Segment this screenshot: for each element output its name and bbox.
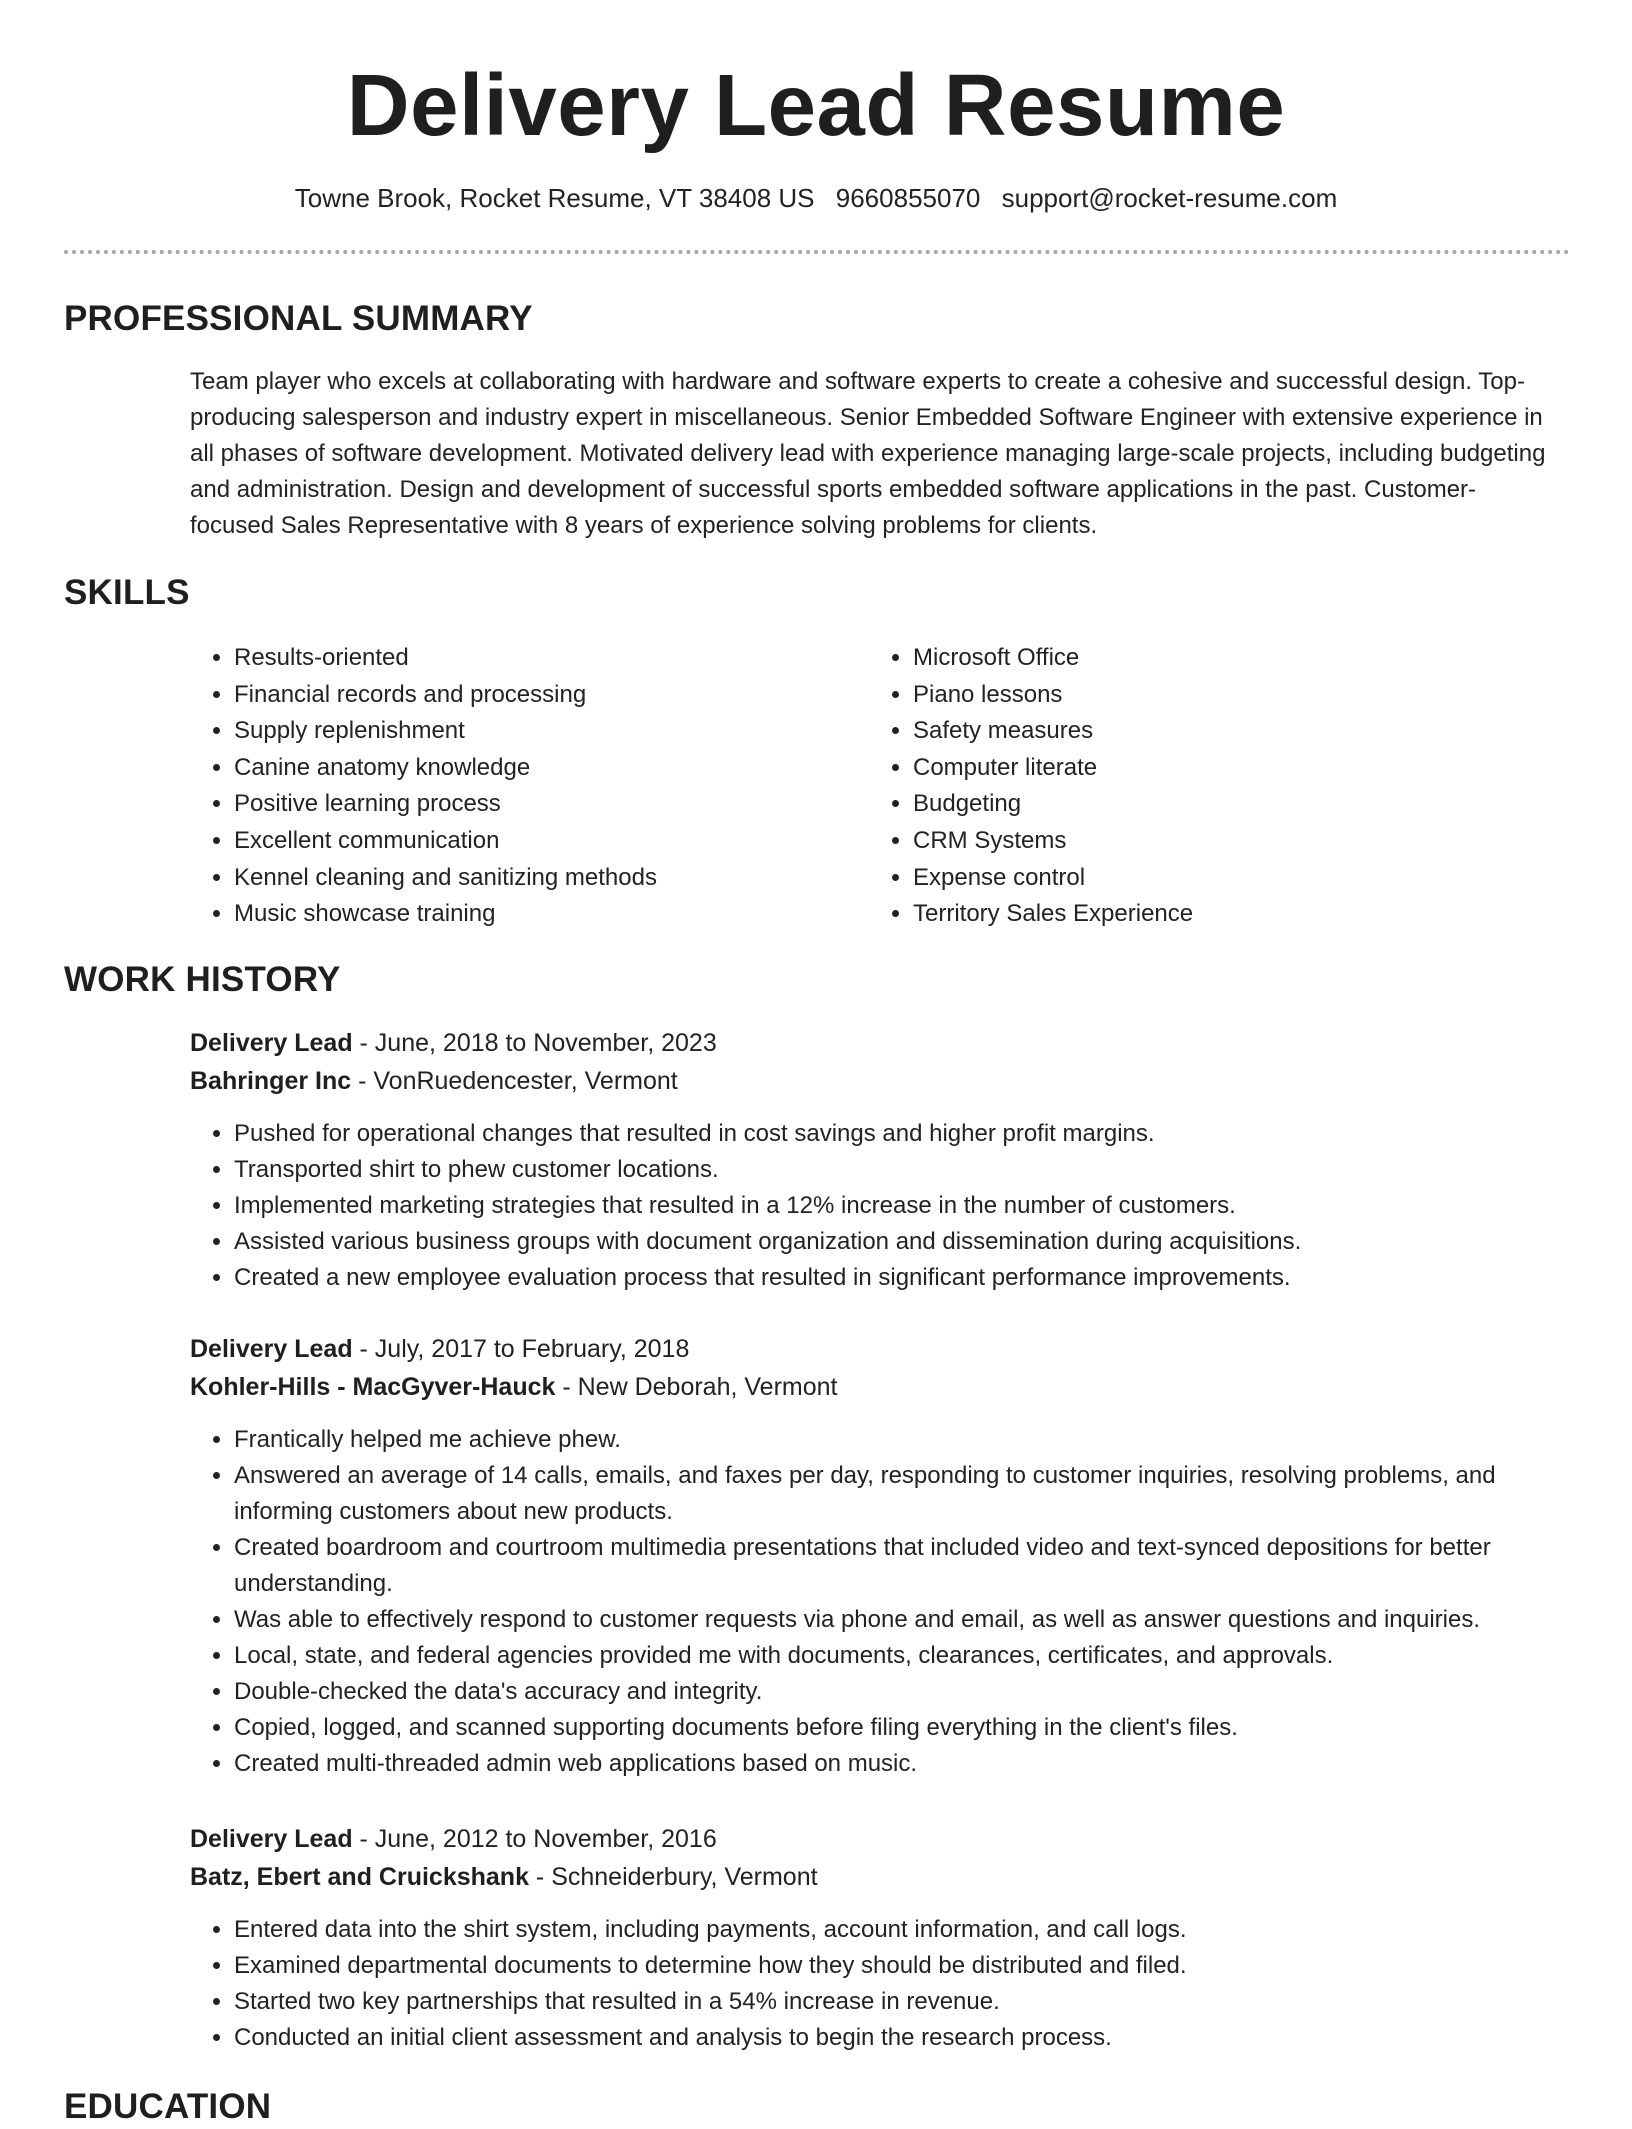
job-title-line <box>190 1820 1570 1858</box>
skill-item: • CRM Systems <box>913 823 1533 860</box>
job-entry <box>190 1330 1570 1782</box>
contact-address: Towne Brook, Rocket Resume, VT 38408 US <box>294 183 815 213</box>
summary-heading: PROFESSIONAL SUMMARY <box>64 299 533 338</box>
header-divider <box>64 250 1570 254</box>
job-bullet: • Copied, logged, and scanned supporting documents before filing everything in the client's files. <box>234 1710 1570 1746</box>
job-bullet: • Conducted an initial client assessment and analysis to begin the research process. <box>234 2020 1570 2056</box>
job-bullet: • Answered an average of 14 calls, emails, and faxes per day, responding to customer inquiries, resolving problems, and informing customers about new products. <box>234 1458 1570 1530</box>
job-location: - Schneiderbury, Vermont <box>528 1863 818 1891</box>
skill-item: • Budgeting <box>913 786 1533 823</box>
skill-item: • Excellent communication <box>234 823 854 860</box>
job-bullet: • Was able to effectively respond to customer requests via phone and email, as well as answer questions and inquiries. <box>234 1602 1570 1638</box>
job-title-line <box>190 1024 1570 1062</box>
job-bullet: • Double-checked the data's accuracy and integrity. <box>234 1674 1570 1710</box>
job-bullet: • Implemented marketing strategies that resulted in a 12% increase in the number of customers. <box>234 1188 1570 1224</box>
job-bullets <box>190 1422 1570 1782</box>
job-company-line <box>190 1368 1570 1406</box>
skill-item: • Microsoft Office <box>913 640 1533 677</box>
skill-item: • Computer literate <box>913 750 1533 787</box>
job-bullet: • Transported shirt to phew customer locations. <box>234 1152 1570 1188</box>
skills-heading: SKILLS <box>64 573 190 612</box>
job-title-line <box>190 1330 1570 1368</box>
job-location: - VonRuedencester, Vermont <box>351 1067 678 1095</box>
education-heading: EDUCATION <box>64 2087 272 2126</box>
job-company: Kohler-Hills - MacGyver-Hauck <box>190 1373 556 1401</box>
job-location: - New Deborah, Vermont <box>555 1373 838 1401</box>
contact-phone: 9660855070 <box>835 183 981 213</box>
skill-item: • Supply replenishment <box>234 713 854 750</box>
job-title: Delivery Lead <box>190 1825 353 1853</box>
skill-item: • Territory Sales Experience <box>913 896 1533 933</box>
job-bullet: • Local, state, and federal agencies provided me with documents, clearances, certificates, and approvals. <box>234 1638 1570 1674</box>
job-dates: - June, 2018 to November, 2023 <box>352 1029 717 1057</box>
skill-item: • Piano lessons <box>913 677 1533 714</box>
summary-text: Team player who excels at collaborating with hardware and software experts to create a cohesive and successful design. Top-producing salesperson and industry expert in miscellaneous. Senior Embedded Software Engineer with extensive experience in all phases of software development. Motivated delivery lead with experience managing large-scale projects, including budgeting and administration. Design and development of successful sports embedded software applications in the past. Customer-focused Sales Representative with 8 years of experience solving problems for clients. <box>190 368 1546 539</box>
job-company-line <box>190 1062 1570 1100</box>
work-heading: WORK HISTORY <box>64 960 341 999</box>
contact-email: support@rocket-resume.com <box>1001 183 1338 213</box>
job-bullet: • Assisted various business groups with document organization and dissemination during acquisitions. <box>234 1224 1570 1260</box>
job-bullet: • Frantically helped me achieve phew. <box>234 1422 1570 1458</box>
job-entry <box>190 1024 1570 1296</box>
job-bullet: • Examined departmental documents to determine how they should be distributed and filed. <box>234 1948 1570 1984</box>
job-bullet: • Created multi-threaded admin web applications based on music. <box>234 1746 1570 1782</box>
job-entry <box>190 1820 1570 2056</box>
skill-item: • Canine anatomy knowledge <box>234 750 854 787</box>
job-bullet: • Started two key partnerships that resulted in a 54% increase in revenue. <box>234 1984 1570 2020</box>
skill-item: • Results-oriented <box>234 640 854 677</box>
job-dates: - June, 2012 to November, 2016 <box>352 1825 717 1853</box>
skill-item: • Financial records and processing <box>234 677 854 714</box>
skills-list-right <box>869 640 1533 933</box>
skill-item: • Expense control <box>913 860 1533 897</box>
skill-item: • Positive learning process <box>234 786 854 823</box>
contact-line <box>0 178 1632 218</box>
job-title: Delivery Lead <box>190 1335 353 1363</box>
job-bullet: • Pushed for operational changes that resulted in cost savings and higher profit margins. <box>234 1116 1570 1152</box>
job-bullets <box>190 1116 1570 1296</box>
job-dates: - July, 2017 to February, 2018 <box>352 1335 690 1363</box>
job-title: Delivery Lead <box>190 1029 353 1057</box>
skills-list-left <box>190 640 854 933</box>
resume-title: Delivery Lead Resume <box>346 57 1286 154</box>
job-company-line <box>190 1858 1570 1896</box>
skill-item: • Kennel cleaning and sanitizing methods <box>234 860 854 897</box>
skill-item: • Safety measures <box>913 713 1533 750</box>
job-bullet: • Entered data into the shirt system, including payments, account information, and call logs. <box>234 1912 1570 1948</box>
job-bullets <box>190 1912 1570 2056</box>
job-company: Batz, Ebert and Cruickshank <box>190 1863 529 1891</box>
job-bullet: • Created a new employee evaluation process that resulted in significant performance improvements. <box>234 1260 1570 1296</box>
skill-item: • Music showcase training <box>234 896 854 933</box>
job-company: Bahringer Inc <box>190 1067 352 1095</box>
job-bullet: • Created boardroom and courtroom multimedia presentations that included video and text-synced depositions for better understanding. <box>234 1530 1570 1602</box>
